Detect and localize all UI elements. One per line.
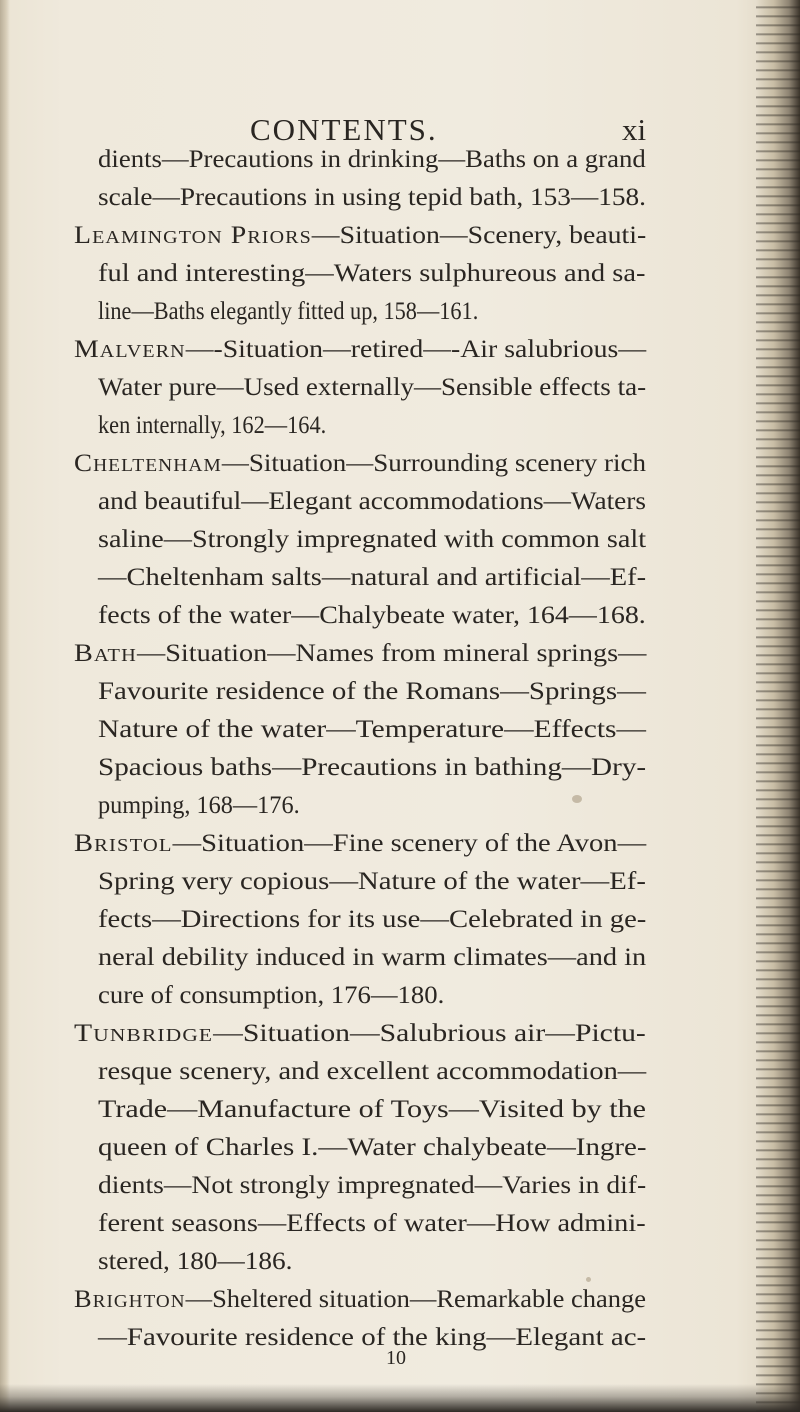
contents-line [98,677,646,707]
line-text: resque scenery, and excellent accommodation— [98,1058,647,1085]
printer-signature-mark: 10 [386,1347,406,1369]
contents-line [74,221,646,251]
line-text: ken internally, 162—164. [98,412,327,439]
line-text: dients—Precautions in drinking—Baths on a grand [98,146,646,173]
line-text: queen of Charles I.—Water chalybeate—Ingre- [98,1134,647,1161]
contents-line [74,449,646,479]
place-name: Malvern [74,336,186,363]
contents-line [74,1285,646,1315]
line-text: scale—Precautions in using tepid bath, 153—158. [98,184,647,211]
line-text: line—Baths elegantly fitted up, 158—161. [98,298,479,325]
contents-line [74,639,646,669]
contents-line [98,1171,646,1201]
foxing-spot [572,795,582,803]
page-number: xi [622,112,647,147]
line-text: —Favourite residence of the king—Elegant ac- [98,1324,647,1351]
line-text: —Situation—Salubrious air—Pictu- [213,1020,646,1047]
contents-line [98,791,300,821]
line-text: Water pure—Used externally—Sensible effects ta- [98,374,647,401]
line-text: Favourite residence of the Romans—Springs— [98,678,646,705]
contents-line [98,601,646,631]
line-text: —Situation—Fine scenery of the Avon— [172,830,647,857]
line-text: —Cheltenham salts—natural and artificial—Ef- [98,564,647,591]
line-text: Spacious baths—Precautions in bathing—Dry- [98,754,647,781]
contents-line [98,905,646,935]
place-name: Bristol [74,830,173,857]
line-text: Spring very copious—Nature of the water—Ef- [98,868,646,895]
running-title: CONTENTS. [250,112,438,147]
place-name: Leamington Priors [74,222,312,249]
line-text: —Situation—Names from mineral springs— [136,640,647,667]
foxing-spot [586,1277,591,1282]
contents-line [74,1019,646,1049]
contents-line [74,335,646,365]
contents-line [98,1247,292,1277]
contents-line [98,297,478,327]
contents-line [74,829,646,859]
place-name: Cheltenham [74,450,222,477]
place-name: Bath [74,640,137,667]
contents-line [98,183,646,213]
contents-line [98,373,646,403]
line-text: ful and interesting—Waters sulphureous and sa- [98,260,646,287]
place-name: Tunbridge [74,1020,214,1047]
contents-line [98,981,444,1011]
line-text: neral debility induced in warm climates—and in [98,944,647,971]
contents-line [98,525,646,555]
contents-line [98,259,645,289]
contents-line [98,1057,646,1087]
contents-line [98,943,646,973]
contents-line [98,145,646,175]
line-text: fects of the water—Chalybeate water, 164—168. [98,602,646,629]
line-text: —Sheltered situation—Remarkable change [185,1286,646,1313]
line-text: Trade—Manufacture of Toys—Visited by the [98,1096,647,1123]
contents-line [98,411,326,441]
contents-line [98,563,646,593]
line-text: pumping, 168—176. [98,792,300,819]
line-text: ferent seasons—Effects of water—How admini- [98,1210,646,1237]
contents-line [98,1133,647,1163]
contents-line [98,1095,646,1125]
line-text: cure of consumption, 176—180. [98,982,445,1009]
contents-line [98,715,646,745]
line-text: —-Situation—retired—-Air salubrious— [185,336,647,363]
line-text: and beautiful—Elegant accommodations—Waters [98,488,646,515]
line-text: Nature of the water—Temperature—Effects— [98,716,646,743]
line-text: dients—Not strongly impregnated—Varies in dif- [98,1172,647,1199]
line-text: saline—Strongly impregnated with common salt [98,526,647,553]
contents-line [98,867,646,897]
line-text: —Situation—Scenery, beauti- [311,222,647,249]
contents-line [98,1209,646,1239]
contents-line [98,1323,646,1353]
line-text: fects—Directions for its use—Celebrated in ge- [98,906,647,933]
place-name: Brighton [74,1286,186,1313]
line-text: stered, 180—186. [98,1248,293,1275]
contents-line [98,753,646,783]
line-text: —Situation—Surrounding scenery rich [221,450,646,477]
contents-line [98,487,646,517]
